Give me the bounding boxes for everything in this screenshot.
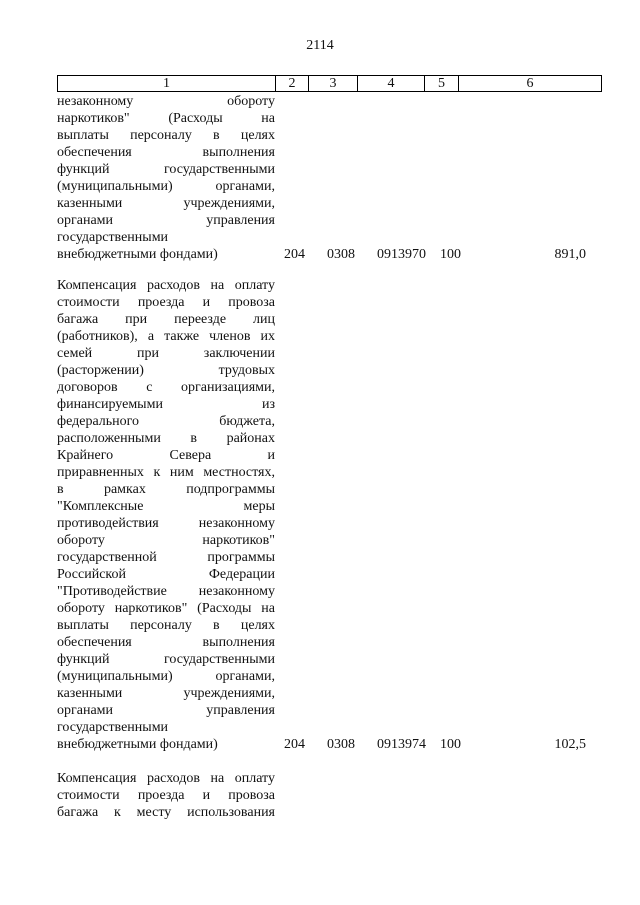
- column-header-5: 5: [425, 76, 459, 91]
- description-line: органами управления: [57, 703, 275, 718]
- description-line: функций государственными: [57, 652, 275, 667]
- description-line: Компенсация расходов на оплату: [57, 771, 275, 786]
- cell-rz: 204: [284, 737, 305, 752]
- description-line: семей при заключении: [57, 346, 275, 361]
- row-description: [57, 277, 275, 753]
- description-line: государственными: [57, 720, 169, 735]
- description-line: государственной программы: [57, 550, 275, 565]
- cell-sum: 102,5: [554, 737, 586, 752]
- description-line: выплаты персоналу в целях: [57, 618, 275, 633]
- page-number: 2114: [306, 38, 334, 53]
- description-line: внебюджетными фондами): [57, 247, 218, 262]
- description-line: финансируемыми из: [57, 397, 275, 412]
- description-line: багажа к месту использования: [57, 805, 275, 820]
- description-line: казенными учреждениями,: [57, 686, 275, 701]
- description-line: функций государственными: [57, 162, 275, 177]
- description-line: (расторжении) трудовых: [57, 363, 275, 378]
- description-line: государственными: [57, 230, 169, 245]
- description-line: Компенсация расходов на оплату: [57, 278, 275, 293]
- cell-rz: 204: [284, 247, 305, 262]
- description-line: приравненных к ним местностях,: [57, 465, 275, 480]
- table-row: [57, 93, 602, 263]
- description-line: расположенными в районах: [57, 431, 275, 446]
- column-header-4: 4: [358, 76, 425, 91]
- description-line: внебюджетными фондами): [57, 737, 218, 752]
- description-line: выплаты персоналу в целях: [57, 128, 275, 143]
- description-line: (муниципальными) органами,: [57, 179, 275, 194]
- description-line: Крайнего Севера и: [57, 448, 275, 463]
- description-line: федерального бюджета,: [57, 414, 275, 429]
- description-line: (работников), а также членов их: [57, 329, 275, 344]
- row-description: [57, 770, 275, 821]
- row-description: [57, 93, 275, 263]
- column-header-3: 3: [309, 76, 358, 91]
- description-line: договоров с организациями,: [57, 380, 275, 395]
- column-header-2: 2: [276, 76, 309, 91]
- cell-pr: 0308: [327, 247, 355, 262]
- description-line: багажа при переезде лиц: [57, 312, 275, 327]
- description-line: казенными учреждениями,: [57, 196, 275, 211]
- description-line: стоимости проезда и провоза: [57, 295, 275, 310]
- description-line: наркотиков" (Расходы на: [57, 111, 275, 126]
- description-line: обороту наркотиков" (Расходы на: [57, 601, 275, 616]
- description-line: обеспечения выполнения: [57, 635, 275, 650]
- description-line: противодействия незаконному: [57, 516, 275, 531]
- description-line: в рамках подпрограммы: [57, 482, 275, 497]
- description-line: обеспечения выполнения: [57, 145, 275, 160]
- column-header-1: 1: [58, 76, 276, 91]
- description-line: незаконному обороту: [57, 94, 275, 109]
- column-header-6: 6: [526, 76, 534, 91]
- description-line: стоимости проезда и провоза: [57, 788, 275, 803]
- description-line: Российской Федерации: [57, 567, 275, 582]
- cell-vr: 100: [440, 737, 461, 752]
- cell-csr: 0913974: [377, 737, 426, 752]
- table-row: [57, 770, 602, 821]
- description-line: "Противодействие незаконному: [57, 584, 275, 599]
- description-line: органами управления: [57, 213, 275, 228]
- description-line: (муниципальными) органами,: [57, 669, 275, 684]
- cell-pr: 0308: [327, 737, 355, 752]
- cell-csr: 0913970: [377, 247, 426, 262]
- description-line: "Комплексные меры: [57, 499, 275, 514]
- cell-sum: 891,0: [554, 247, 586, 262]
- table-header: [57, 75, 602, 92]
- cell-vr: 100: [440, 247, 461, 262]
- table-row: [57, 277, 602, 753]
- description-line: обороту наркотиков": [57, 533, 275, 548]
